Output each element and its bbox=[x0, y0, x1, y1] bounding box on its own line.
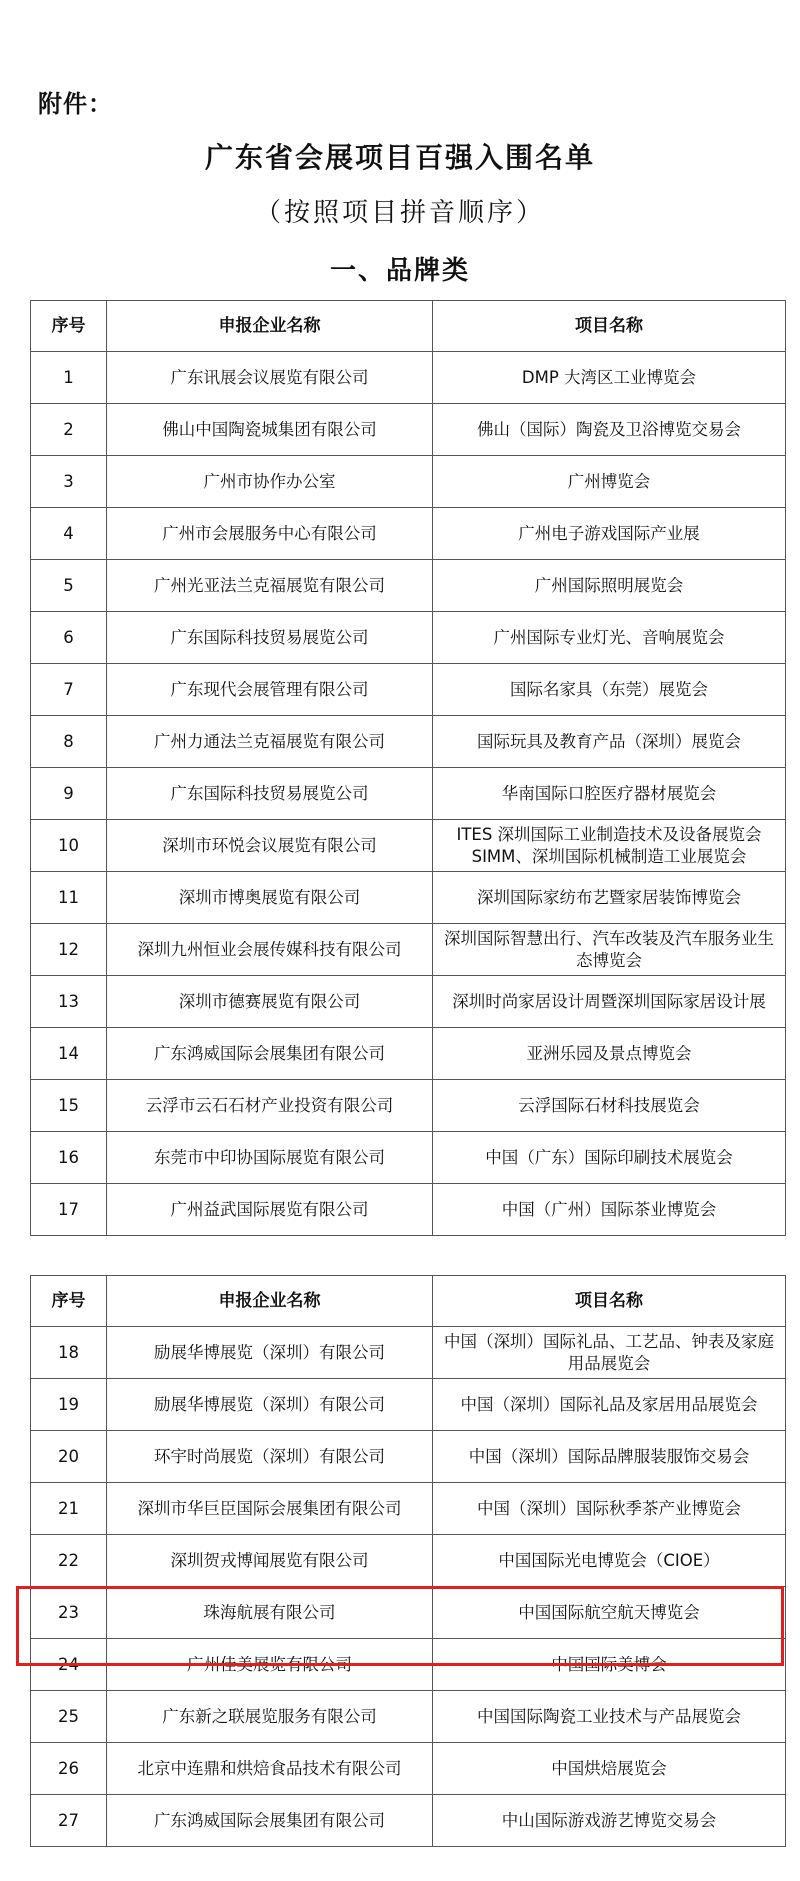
row-number: 5 bbox=[31, 560, 107, 612]
company-name: 环宇时尚展览（深圳）有限公司 bbox=[107, 1431, 433, 1483]
table-row bbox=[31, 1080, 786, 1132]
company-name: 广州光亚法兰克福展览有限公司 bbox=[107, 560, 433, 612]
company-name: 北京中连鼎和烘焙食品技术有限公司 bbox=[107, 1743, 433, 1795]
company-name: 广东鸿威国际会展集团有限公司 bbox=[107, 1795, 433, 1847]
project-name: 广州电子游戏国际产业展 bbox=[433, 508, 786, 560]
brand-list-table-page1 bbox=[30, 300, 786, 1236]
company-name: 广州力通法兰克福展览有限公司 bbox=[107, 716, 433, 768]
row-number: 4 bbox=[31, 508, 107, 560]
row-number: 10 bbox=[31, 820, 107, 872]
company-name: 广东国际科技贸易展览公司 bbox=[107, 768, 433, 820]
header-project: 项目名称 bbox=[433, 1276, 786, 1327]
project-name: 中国烘焙展览会 bbox=[433, 1743, 786, 1795]
table-row bbox=[31, 768, 786, 820]
table-row bbox=[31, 1743, 786, 1795]
row-number: 7 bbox=[31, 664, 107, 716]
table-row bbox=[31, 1132, 786, 1184]
table-row bbox=[31, 716, 786, 768]
row-number: 8 bbox=[31, 716, 107, 768]
table-row bbox=[31, 664, 786, 716]
table-row bbox=[31, 1379, 786, 1431]
table-row bbox=[31, 820, 786, 872]
row-number: 12 bbox=[31, 924, 107, 976]
project-name: 中国国际陶瓷工业技术与产品展览会 bbox=[433, 1691, 786, 1743]
company-name: 广东现代会展管理有限公司 bbox=[107, 664, 433, 716]
row-number: 24 bbox=[31, 1639, 107, 1691]
table-row bbox=[31, 404, 786, 456]
row-number: 3 bbox=[31, 456, 107, 508]
project-name: 中国（广东）国际印刷技术展览会 bbox=[433, 1132, 786, 1184]
row-number: 16 bbox=[31, 1132, 107, 1184]
company-name: 深圳市华巨臣国际会展集团有限公司 bbox=[107, 1483, 433, 1535]
project-name: 深圳国际家纺布艺暨家居装饰博览会 bbox=[433, 872, 786, 924]
row-number: 18 bbox=[31, 1327, 107, 1379]
header-company: 申报企业名称 bbox=[107, 1276, 433, 1327]
document-title: 广东省会展项目百强入围名单 bbox=[204, 141, 595, 174]
company-name: 广东讯展会议展览有限公司 bbox=[107, 352, 433, 404]
table-row bbox=[31, 1535, 786, 1587]
project-name: 中国（广州）国际茶业博览会 bbox=[433, 1184, 786, 1236]
table-row bbox=[31, 1184, 786, 1236]
project-name: 广州国际专业灯光、音响展览会 bbox=[433, 612, 786, 664]
project-name: 中国国际航空航天博览会 bbox=[433, 1587, 786, 1639]
project-name: 佛山（国际）陶瓷及卫浴博览交易会 bbox=[433, 404, 786, 456]
brand-list-table-page2 bbox=[30, 1275, 786, 1847]
row-number: 17 bbox=[31, 1184, 107, 1236]
project-name: DMP 大湾区工业博览会 bbox=[433, 352, 786, 404]
table-row bbox=[31, 1639, 786, 1691]
table-row bbox=[31, 924, 786, 976]
company-name: 珠海航展有限公司 bbox=[107, 1587, 433, 1639]
project-name: 华南国际口腔医疗器材展览会 bbox=[433, 768, 786, 820]
document-subtitle: （按照项目拼音顺序） bbox=[254, 198, 545, 228]
project-name: 中国（深圳）国际秋季茶产业博览会 bbox=[433, 1483, 786, 1535]
company-name: 佛山中国陶瓷城集团有限公司 bbox=[107, 404, 433, 456]
project-name: 中国国际光电博览会（CIOE） bbox=[433, 1535, 786, 1587]
row-number: 20 bbox=[31, 1431, 107, 1483]
table-row bbox=[31, 1327, 786, 1379]
project-name: 中国（深圳）国际礼品及家居用品展览会 bbox=[433, 1379, 786, 1431]
project-name: 广州国际照明展览会 bbox=[433, 560, 786, 612]
company-name: 广东国际科技贸易展览公司 bbox=[107, 612, 433, 664]
row-number: 27 bbox=[31, 1795, 107, 1847]
row-number: 13 bbox=[31, 976, 107, 1028]
table-row bbox=[31, 1431, 786, 1483]
company-name: 广州市会展服务中心有限公司 bbox=[107, 508, 433, 560]
company-name: 深圳市博奥展览有限公司 bbox=[107, 872, 433, 924]
row-number: 11 bbox=[31, 872, 107, 924]
row-number: 1 bbox=[31, 352, 107, 404]
project-name: 深圳时尚家居设计周暨深圳国际家居设计展 bbox=[433, 976, 786, 1028]
company-name: 广东鸿威国际会展集团有限公司 bbox=[107, 1028, 433, 1080]
attachment-label: 附件： bbox=[38, 90, 113, 118]
project-name: 云浮国际石材科技展览会 bbox=[433, 1080, 786, 1132]
company-name: 深圳市德赛展览有限公司 bbox=[107, 976, 433, 1028]
project-name: 中国（深圳）国际品牌服装服饰交易会 bbox=[433, 1431, 786, 1483]
project-name: 国际名家具（东莞）展览会 bbox=[433, 664, 786, 716]
project-name: 广州博览会 bbox=[433, 456, 786, 508]
row-number: 6 bbox=[31, 612, 107, 664]
company-name: 深圳贺戎博闻展览有限公司 bbox=[107, 1535, 433, 1587]
company-name: 广州益武国际展览有限公司 bbox=[107, 1184, 433, 1236]
company-name: 广州佳美展览有限公司 bbox=[107, 1639, 433, 1691]
row-number: 21 bbox=[31, 1483, 107, 1535]
row-number: 25 bbox=[31, 1691, 107, 1743]
row-number: 15 bbox=[31, 1080, 107, 1132]
row-number: 2 bbox=[31, 404, 107, 456]
table-header-row bbox=[31, 301, 786, 352]
table-row bbox=[31, 352, 786, 404]
row-number: 22 bbox=[31, 1535, 107, 1587]
table-row bbox=[31, 612, 786, 664]
table-row bbox=[31, 508, 786, 560]
project-name: 深圳国际智慧出行、汽车改装及汽车服务业生态博览会 bbox=[433, 924, 786, 976]
company-name: 深圳九州恒业会展传媒科技有限公司 bbox=[107, 924, 433, 976]
row-number: 23 bbox=[31, 1587, 107, 1639]
table-row bbox=[31, 1587, 786, 1639]
company-name: 励展华博展览（深圳）有限公司 bbox=[107, 1379, 433, 1431]
company-name: 东莞市中印协国际展览有限公司 bbox=[107, 1132, 433, 1184]
project-name: 中山国际游戏游艺博览交易会 bbox=[433, 1795, 786, 1847]
company-name: 广州市协作办公室 bbox=[107, 456, 433, 508]
company-name: 深圳市环悦会议展览有限公司 bbox=[107, 820, 433, 872]
section-heading: 一、品牌类 bbox=[329, 256, 470, 286]
project-name: 亚洲乐园及景点博览会 bbox=[433, 1028, 786, 1080]
table-row bbox=[31, 1028, 786, 1080]
project-name: ITES 深圳国际工业制造技术及设备展览会 SIMM、深圳国际机械制造工业展览会 bbox=[433, 820, 786, 872]
company-name: 励展华博展览（深圳）有限公司 bbox=[107, 1327, 433, 1379]
project-name: 中国（深圳）国际礼品、工艺品、钟表及家庭用品展览会 bbox=[433, 1327, 786, 1379]
table-row bbox=[31, 1691, 786, 1743]
table-row bbox=[31, 976, 786, 1028]
project-name: 国际玩具及教育产品（深圳）展览会 bbox=[433, 716, 786, 768]
project-name: 中国国际美博会 bbox=[433, 1639, 786, 1691]
company-name: 广东新之联展览服务有限公司 bbox=[107, 1691, 433, 1743]
row-number: 14 bbox=[31, 1028, 107, 1080]
header-no: 序号 bbox=[31, 1276, 107, 1327]
row-number: 9 bbox=[31, 768, 107, 820]
header-no: 序号 bbox=[31, 301, 107, 352]
table-row bbox=[31, 456, 786, 508]
table-row bbox=[31, 1483, 786, 1535]
table-header-row bbox=[31, 1276, 786, 1327]
table-row bbox=[31, 560, 786, 612]
table-row bbox=[31, 1795, 786, 1847]
table-row bbox=[31, 872, 786, 924]
header-project: 项目名称 bbox=[433, 301, 786, 352]
row-number: 19 bbox=[31, 1379, 107, 1431]
company-name: 云浮市云石石材产业投资有限公司 bbox=[107, 1080, 433, 1132]
row-number: 26 bbox=[31, 1743, 107, 1795]
header-company: 申报企业名称 bbox=[107, 301, 433, 352]
